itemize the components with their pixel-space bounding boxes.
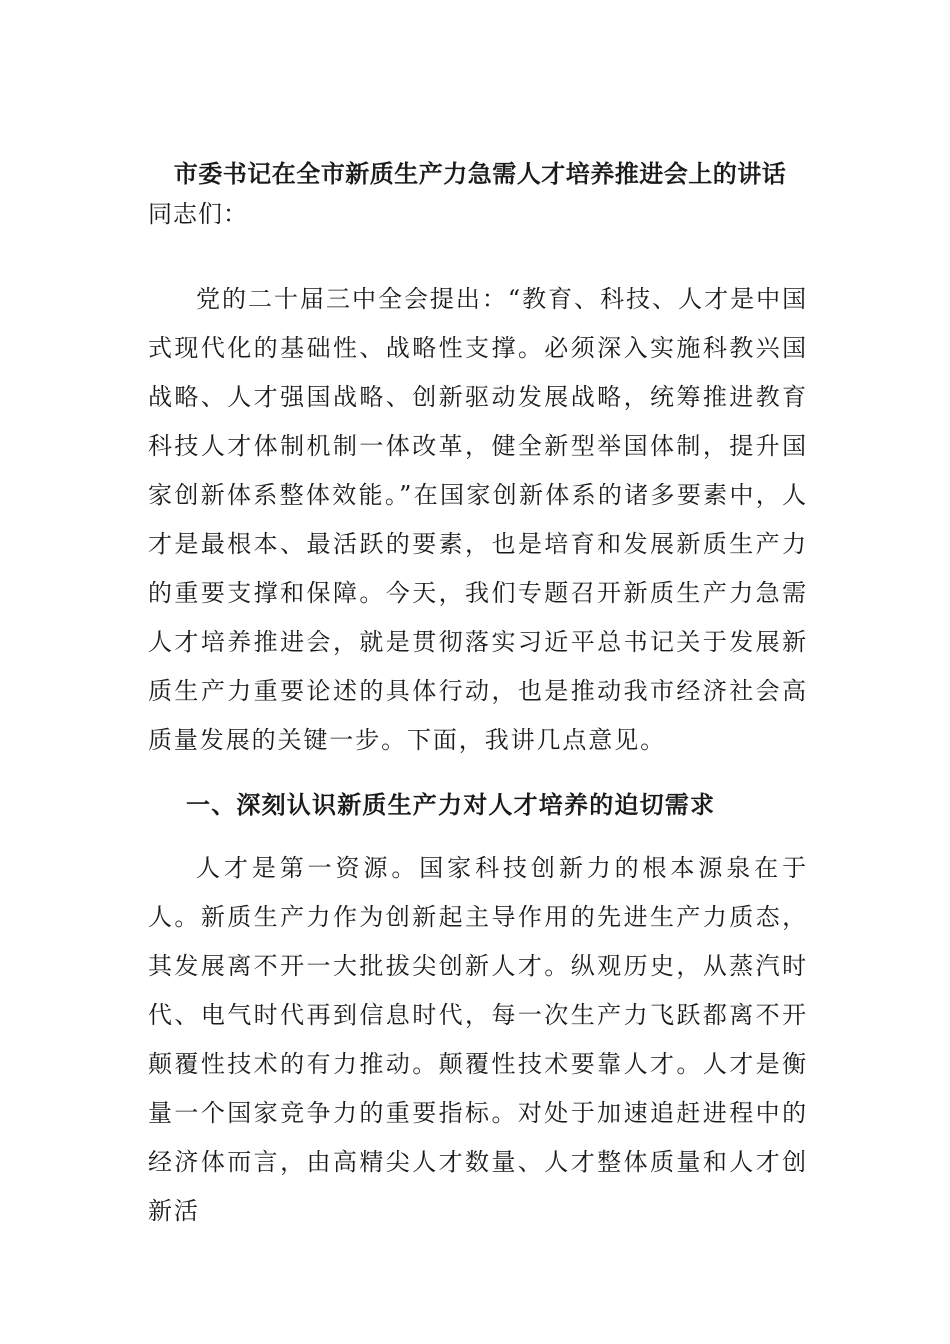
body-paragraph: 党的二十届三中全会提出：“教育、科技、人才是中国式现代化的基础性、战略性支撑。必须深入实施科教兴国战略、人才强国战略、创新驱动发展战略，统筹推进教育科技人才体制机制一体改革，健全新型举国体制，提升国家创新体系整体效能。”在国家创新体系的诸多要素中，人才是最根本、最活跃的要素，也是培育和发展新质生产力的重要支撑和保障。今天，我们专题召开新质生产力急需人才培养推进会，就是贯彻落实习近平总书记关于发展新质生产力重要论述的具体行动，也是推动我市经济社会高质量发展的关键一步。下面，我讲几点意见。: [148, 285, 808, 754]
body-paragraph: 人才是第一资源。国家科技创新力的根本源泉在于人。新质生产力作为创新起主导作用的先进生产力质态，其发展离不开一大批拔尖创新人才。纵观历史，从蒸汽时代、电气时代再到信息时代，每一次生产力飞跃都离不开颠覆性技术的有力推动。颠覆性技术要靠人才。人才是衡量一个国家竞争力的重要指标。对处于加速追赶进程中的经济体而言，由高精尖人才数量、人才整体质量和人才创新活: [148, 854, 808, 1225]
document-title: 市委书记在全市新质生产力急需人才培养推进会上的讲话: [173, 159, 787, 188]
section-heading: 一、深刻认识新质生产力对人才培养的迫切需求: [186, 790, 716, 819]
salutation: 同志们：: [148, 200, 248, 228]
